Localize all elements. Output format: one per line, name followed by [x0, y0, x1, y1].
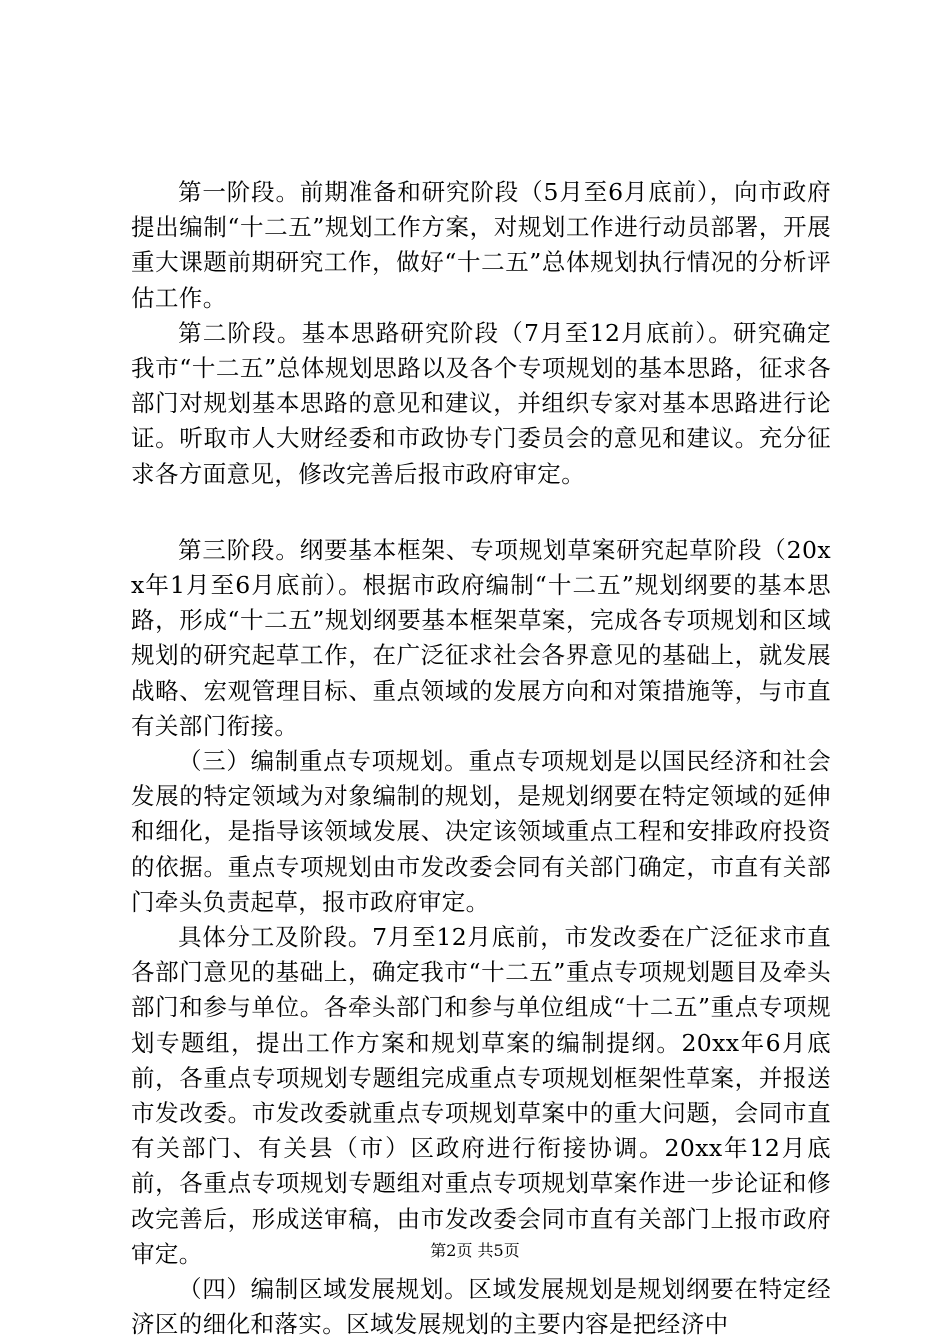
paragraph-stage-two: 第二阶段。基本思路研究阶段（7月至12月底前）。研究确定我市“十二五”总体规划思路以及各个专项规划的基本思路，征求各部门对规划基本思路的意见和建议，并组织专家对基本思路进行论证。听取市人大财经委和市政协专门委员会的意见和建议。充分征求各方面意见，修改完善后报市政府审定。: [131, 318, 831, 488]
paragraph-section-three: （三）编制重点专项规划。重点专项规划是以国民经济和社会发展的特定领域为对象编制的规划，是规划纲要在特定领域的延伸和细化，是指导该领域发展、决定该领域重点工程和安排政府投资的依据。重点专项规划由市发改委会同有关部门确定，市直有关部门牵头负责起草，报市政府审定。: [131, 747, 831, 916]
document-body: [131, 175, 831, 1343]
paragraph-spacer: [131, 492, 831, 533]
paragraph-division-stages: 具体分工及阶段。7月至12月底前，市发改委在广泛征求市直各部门意见的基础上，确定我市“十二五”重点专项规划题目及牵头部门和参与单位。各牵头部门和参与单位组成“十二五”重点专项规划专题组，提出工作方案和规划草案的编制提纲。20xx年6月底前，各重点专项规划专题组完成重点专项规划框架性草案，并报送市发改委。市发改委就重点专项规划草案中的重大问题，会同市直有关部门、有关县（市）区政府进行衔接协调。20xx年12月底前，各重点专项规划专题组对重点专项规划草案作进一步论证和修改完善后，形成送审稿，由市发改委会同市直有关部门上报市政府审定。: [131, 923, 831, 1268]
paragraph-stage-three: 第三阶段。纲要基本框架、专项规划草案研究起草阶段（20xx年1月至6月底前）。根据市政府编制“十二五”规划纲要的基本思路，形成“十二五”规划纲要基本框架草案，完成各专项规划和区域规划的研究起草工作，在广泛征求社会各界意见的基础上，就发展战略、宏观管理目标、重点领域的发展方向和对策措施等，与市直有关部门衔接。: [131, 535, 831, 740]
page-footer: 第2页 共5页: [430, 1241, 520, 1260]
paragraph-section-four: （四）编制区域发展规划。区域发展规划是规划纲要在特定经济区的细化和落实。区域发展规划的主要内容是把经济中: [131, 1275, 831, 1339]
paragraph-stage-one: 第一阶段。前期准备和研究阶段（5月至6月底前），向市政府提出编制“十二五”规划工作方案，对规划工作进行动员部署，开展重大课题前期研究工作，做好“十二五”总体规划执行情况的分析评估工作。: [131, 178, 831, 312]
